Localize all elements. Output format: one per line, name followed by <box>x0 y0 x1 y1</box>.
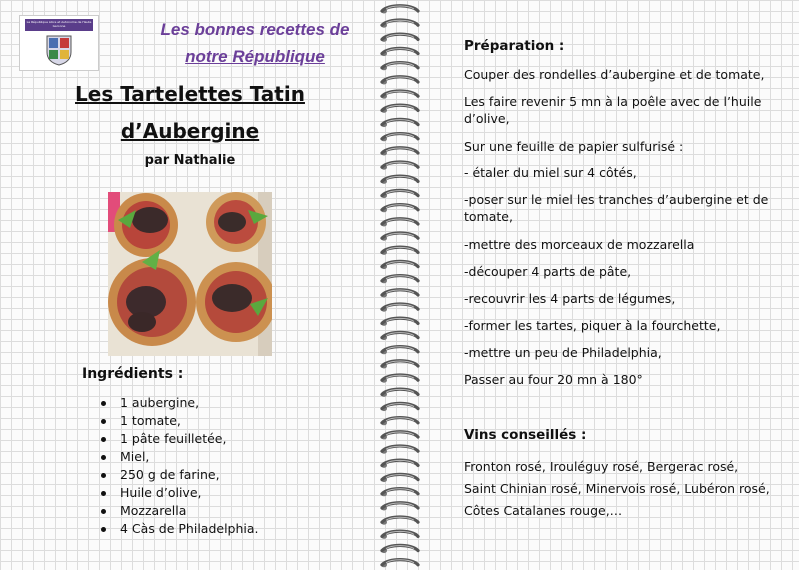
preparation-step: -mettre un peu de Philadelphia, <box>464 345 662 360</box>
spiral-ring <box>381 517 418 525</box>
spiral-ring <box>381 205 418 213</box>
spiral-ring <box>381 148 418 156</box>
spiral-ring <box>381 290 418 298</box>
spiral-ring <box>381 247 418 255</box>
spiral-ring <box>381 403 418 411</box>
preparation-step: -découper 4 parts de pâte, <box>464 264 632 279</box>
preparation-step: Couper des rondelles d’aubergine et de tomate, <box>464 67 765 82</box>
spiral-ring <box>381 560 418 568</box>
spiral-ring <box>381 63 418 71</box>
preparation-step: Les faire revenir 5 mn à la poêle avec de l’huile d’olive, <box>464 94 762 126</box>
wine-line: Fronton rosé, Irouléguy rosé, Bergerac rosé, <box>464 459 739 474</box>
spiral-ring <box>381 432 418 440</box>
wine-line: Saint Chinian rosé, Minervois rosé, Lubéron rosé, <box>464 481 770 496</box>
preparation-heading: Préparation : <box>464 38 565 54</box>
ingredient-item: 250 g de farine, <box>98 466 259 484</box>
spiral-ring <box>381 545 418 553</box>
preparation-step: -former les tartes, piquer à la fourchette, <box>464 318 721 333</box>
spiral-ring <box>381 389 418 397</box>
republic-logo <box>19 15 99 71</box>
spiral-ring <box>381 219 418 227</box>
spiral-ring <box>381 6 418 14</box>
spiral-ring <box>381 190 418 198</box>
recipe-title-line1: Les Tartelettes Tatin <box>75 82 305 106</box>
ingredient-item: 4 Càs de Philadelphia. <box>98 520 259 538</box>
notebook-spiral <box>378 0 422 570</box>
preparation-step: Passer au four 20 mn à 180° <box>464 372 643 387</box>
spiral-ring <box>381 460 418 468</box>
spiral-ring <box>381 261 418 269</box>
preparation-step: Sur une feuille de papier sulfurisé : <box>464 139 684 154</box>
ingredient-item: 1 tomate, <box>98 412 259 430</box>
spiral-ring <box>381 304 418 312</box>
ingredient-item: Huile d’olive, <box>98 484 259 502</box>
spiral-ring <box>381 233 418 241</box>
spiral-ring <box>381 361 418 369</box>
preparation-step: -poser sur le miel les tranches d’aubergine et de tomate, <box>464 192 769 224</box>
preparation-step: -mettre des morceaux de mozzarella <box>464 237 695 252</box>
spiral-ring <box>381 489 418 497</box>
spiral-ring <box>381 446 418 454</box>
tartlet-photo <box>108 192 272 356</box>
wines-heading: Vins conseillés : <box>464 427 587 443</box>
spiral-ring <box>381 276 418 284</box>
tagline-line1: Les bonnes recettes de <box>160 20 350 39</box>
preparation-step: -recouvrir les 4 parts de légumes, <box>464 291 676 306</box>
left-page <box>0 0 372 570</box>
spiral-ring <box>381 162 418 170</box>
spiral-ring <box>381 503 418 511</box>
spiral-ring <box>381 20 418 28</box>
spiral-ring <box>381 375 418 383</box>
spiral-ring <box>381 347 418 355</box>
spiral-ring <box>381 332 418 340</box>
recipe-author: par Nathalie <box>144 153 236 168</box>
ingredients-heading: Ingrédients : <box>82 366 184 382</box>
right-page <box>440 0 799 570</box>
spiral-ring <box>381 474 418 482</box>
spiral-ring <box>381 119 418 127</box>
spiral-ring <box>381 105 418 113</box>
tagline-line2: notre République <box>185 47 325 66</box>
recipe-title-line2: d’Aubergine <box>120 119 260 143</box>
spiral-ring <box>381 418 418 426</box>
logo-text: La République Libre et Autonome de Haute Garonne <box>26 20 92 28</box>
wine-line: Côtes Catalanes rouge,… <box>464 503 623 518</box>
ingredient-item: 1 aubergine, <box>98 394 259 412</box>
spiral-ring <box>381 34 418 42</box>
spiral-ring <box>381 134 418 142</box>
spiral-ring <box>381 531 418 539</box>
ingredients-list <box>98 394 259 538</box>
spiral-ring <box>381 77 418 85</box>
ingredient-item: Mozzarella <box>98 502 259 520</box>
coat-of-arms-icon <box>45 34 73 66</box>
preparation-step: - étaler du miel sur 4 côtés, <box>464 165 637 180</box>
ingredient-item: 1 pâte feuilletée, <box>98 430 259 448</box>
spiral-ring <box>381 91 418 99</box>
spiral-ring <box>381 176 418 184</box>
spiral-ring <box>381 318 418 326</box>
spiral-ring <box>381 48 418 56</box>
ingredient-item: Miel, <box>98 448 259 466</box>
